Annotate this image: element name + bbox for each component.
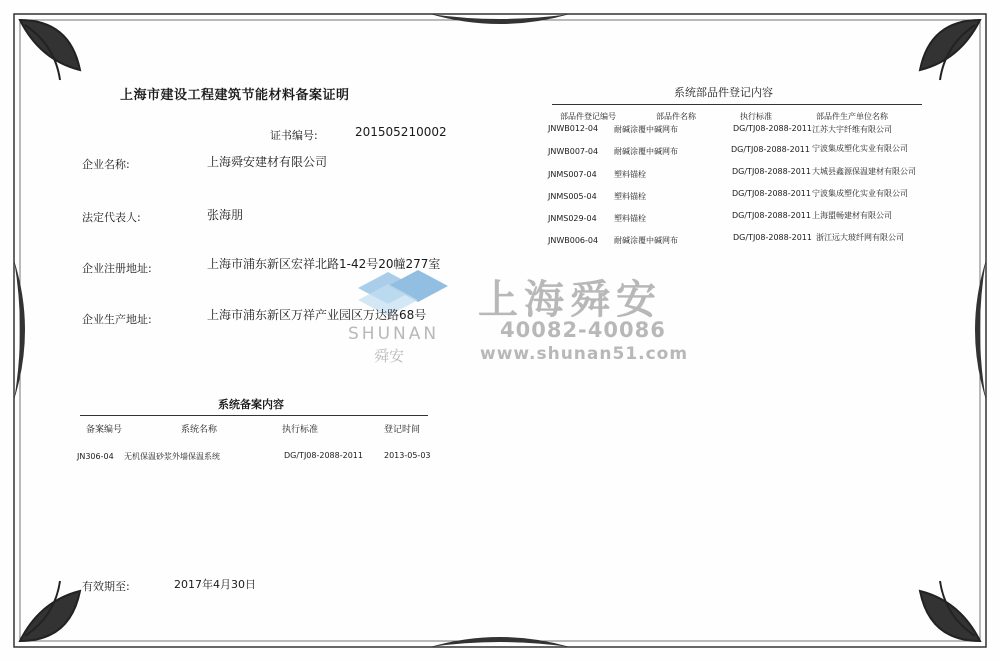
filing-row-date: 2013-05-03 [384, 451, 431, 460]
side-ornament-top [430, 14, 570, 24]
corner-ornament-bottom-right [920, 581, 980, 641]
reg-address-label: 企业注册地址: [82, 262, 152, 275]
component-standard: DG/TJ08-2088-2011 [732, 167, 811, 176]
validity-value: 2017年4月30日 [174, 578, 256, 591]
component-no: JNWB007-04 [548, 147, 599, 156]
filing-row-name: 无机保温砂浆外墙保温系统 [124, 452, 220, 461]
corner-ornament-top-left [20, 20, 80, 80]
component-maker: 宁波集成塑化实业有限公司 [812, 144, 908, 153]
side-ornament-right [975, 260, 986, 400]
components-header-no: 部品件登记编号 [560, 112, 616, 121]
component-no: JNMS007-04 [548, 170, 597, 179]
certificate-title: 上海市建设工程建筑节能材料备案证明 [120, 88, 350, 103]
reg-address-value: 上海市浦东新区宏祥北路1-42号20幢277室 [207, 257, 441, 271]
component-name: 耐碱涂覆中碱网布 [614, 236, 678, 245]
filing-header-no: 备案编号 [86, 425, 123, 435]
filing-header-name: 系统名称 [181, 425, 218, 435]
filing-header-date: 登记时间 [384, 425, 421, 435]
component-standard: DG/TJ08-2088-2011 [733, 124, 812, 133]
corner-ornament-bottom-left [20, 581, 80, 641]
legal-rep-label: 法定代表人: [82, 211, 141, 224]
watermark-url: www.shunan51.com [480, 344, 689, 364]
cert-no-value: 201505210002 [355, 125, 447, 139]
prod-address-label: 企业生产地址: [82, 313, 152, 326]
corner-ornament-top-right [920, 20, 980, 80]
system-filing-rule [80, 415, 428, 416]
filing-row-no: JN306-04 [77, 452, 114, 461]
components-header-maker: 部品件生产单位名称 [816, 112, 888, 121]
component-no: JNWB006-04 [548, 236, 599, 245]
component-standard: DG/TJ08-2088-2011 [732, 189, 811, 198]
component-no: JNMS029-04 [548, 214, 597, 223]
filing-row-standard: DG/TJ08-2088-2011 [284, 451, 363, 460]
components-rule [552, 104, 922, 105]
component-name: 塑料锚栓 [614, 192, 646, 201]
component-no: JNWB012-04 [548, 124, 599, 133]
watermark-brand-en: SHUNAN [348, 324, 440, 344]
component-standard: DG/TJ08-2088-2011 [731, 145, 810, 154]
components-header-name: 部品件名称 [656, 112, 696, 121]
component-maker: 大城县鑫源保温建材有限公司 [812, 167, 916, 176]
components-header-standard: 执行标准 [740, 112, 772, 121]
component-maker: 浙江远大玻纤网有限公司 [816, 233, 904, 242]
side-ornament-bottom [430, 637, 570, 647]
company-name-value: 上海舜安建材有限公司 [207, 155, 328, 169]
cert-no-label: 证书编号: [270, 129, 318, 142]
company-name-label: 企业名称: [82, 158, 130, 171]
component-name: 耐碱涂覆中碱网布 [614, 125, 678, 134]
prod-address-value: 上海市浦东新区万祥产业园区万达路68号 [207, 308, 427, 322]
side-ornament-left [14, 260, 25, 400]
component-name: 塑料锚栓 [614, 170, 646, 179]
components-title: 系统部品件登记内容 [674, 86, 773, 99]
component-maker: 江苏大宇纤维有限公司 [812, 125, 892, 134]
watermark-company: 上海舜安 [478, 277, 662, 323]
component-name: 塑料锚栓 [614, 214, 646, 223]
component-name: 耐碱涂覆中碱网布 [614, 147, 678, 156]
watermark-phone: 40082-40086 [500, 318, 666, 342]
watermark-brand-cn: 舜安 [374, 347, 405, 365]
component-maker: 宁波集成塑化实业有限公司 [812, 189, 908, 198]
component-standard: DG/TJ08-2088-2011 [733, 233, 812, 242]
component-no: JNMS005-04 [548, 192, 597, 201]
validity-label: 有效期至: [82, 580, 130, 593]
component-standard: DG/TJ08-2088-2011 [732, 211, 811, 220]
system-filing-title: 系统备案内容 [218, 398, 284, 411]
legal-rep-value: 张海朋 [207, 208, 244, 222]
component-maker: 上海盟畅建材有限公司 [812, 211, 892, 220]
filing-header-standard: 执行标准 [282, 425, 319, 435]
